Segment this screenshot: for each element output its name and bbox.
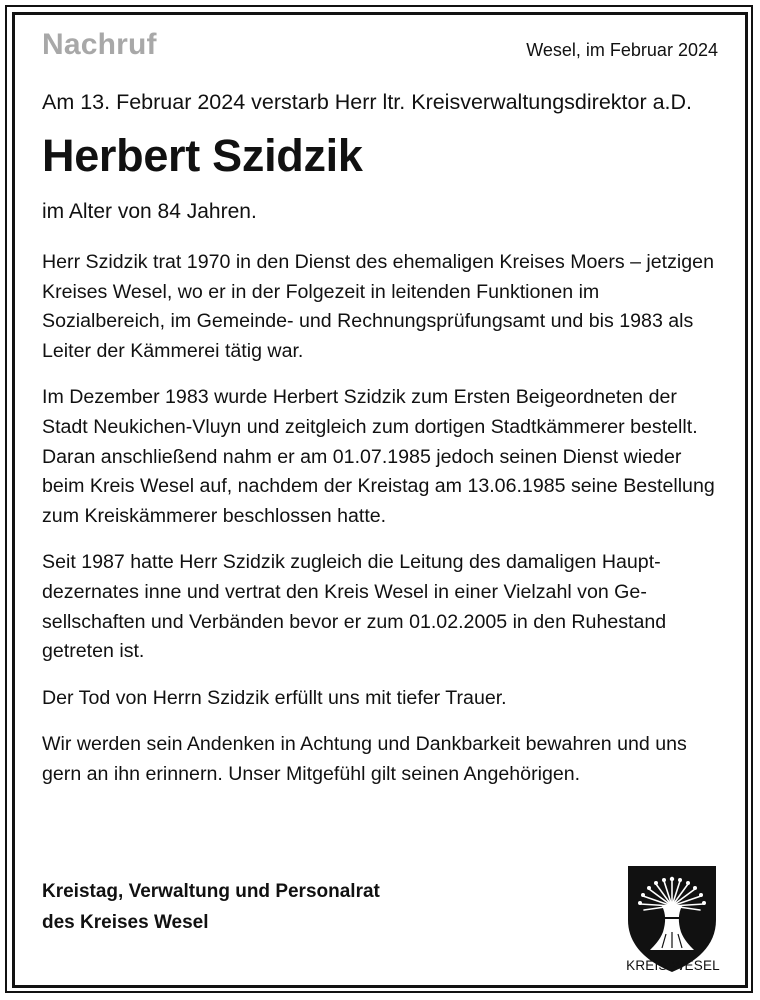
paragraph-appointment: Im Dezember 1983 wurde Herbert Szidzik zum Ersten Beigeordneten der Stadt Neukichen-Vluyn und zeitgleich zum dortigen Stadtkämmerer bestellt. Daran anschließend nahm er am 01.07.1985 jedoch seinen Dienst wieder beim Kreis Wesel auf, nachdem der Kreistag am 13.06.1985 seine Bestellung zum Kreiskämmerer beschlossen hatte.	[42, 386, 715, 527]
obituary-content	[42, 28, 722, 790]
crest-caption: KREIS WESEL	[626, 958, 720, 973]
paragraph-grief: Der Tod von Herrn Szidzik erfüllt uns mit tiefer Trauer.	[42, 686, 507, 709]
obituary-label: Nachruf	[42, 28, 157, 61]
paragraph-leadership: Seit 1987 hatte Herr Szidzik zugleich die Leitung des damaligen Haupt-dezernates inne und vertrat den Kreis Wesel in einer Vielzahl von Ge-sellschaften und Verbänden bevor er zum 01.02.2005 in den Ruhestand getreten ist.	[42, 551, 667, 663]
date-place: Wesel, im Februar 2024	[526, 40, 718, 60]
header-row	[42, 28, 722, 68]
paragraph-career: Herr Szidzik trat 1970 in den Dienst des ehemaligen Kreises Moers – jetzigen Kreises Wesel, wo er in der Folgezeit in leitenden Funktionen im Sozialbereich, im Gemeinde- und Rechnungsprüfungsamt und bis 1983 als Leiter der Kämmerei tätig war.	[42, 251, 714, 362]
signature-line-2: des Kreises Wesel	[42, 912, 209, 933]
signature	[42, 876, 380, 938]
signature-line-1: Kreistag, Verwaltung und Personalrat	[42, 881, 380, 902]
lead-sentence: Am 13. Februar 2024 verstarb Herr ltr. Kreisverwaltungsdirektor a.D.	[42, 90, 693, 114]
deceased-name: Herbert Szidzik	[42, 130, 363, 181]
age-line: im Alter von 84 Jahren.	[42, 200, 257, 223]
paragraph-remembrance: Wir werden sein Andenken in Achtung und Dankbarkeit bewahren und uns gern an ihn erinnern. Unser Mitgefühl gilt seinen Angehörigen.	[42, 733, 687, 785]
